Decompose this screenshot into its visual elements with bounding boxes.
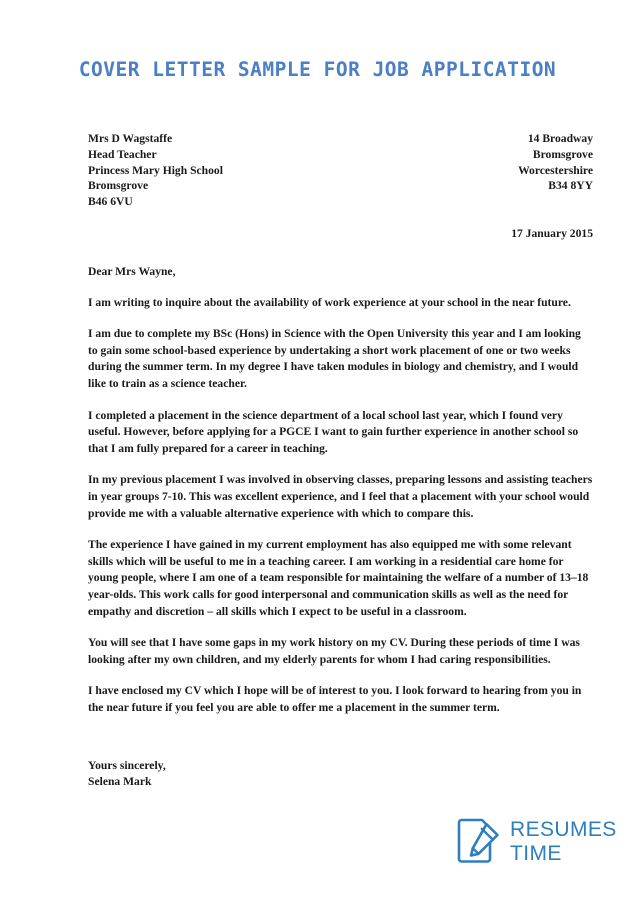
letter-paragraph: You will see that I have some gaps in my work history on my CV. During these periods of time I was looking after my own children, and my elderly parents for whom I had caring responsibilities. <box>88 636 580 666</box>
logo-wordmark <box>510 818 617 866</box>
signature-name: Selena Mark <box>88 775 152 789</box>
salutation: Dear Mrs Wayne, <box>88 264 176 278</box>
letter-paragraph: I am writing to inquire about the availability of work experience at your school in the near future. <box>88 295 571 309</box>
sender-address-line: Worcestershire <box>518 163 593 177</box>
letter-date: 17 January 2015 <box>511 227 593 240</box>
sender-address-line: B34 8YY <box>548 179 593 193</box>
logo-line-2: TIME <box>510 842 562 865</box>
recipient-address <box>88 131 223 210</box>
signoff-block <box>88 758 593 790</box>
recipient-address-line: Mrs D Wagstaffe <box>88 132 173 145</box>
recipient-address-line: B46 6VU <box>88 195 133 209</box>
letter-paragraph: In my previous placement I was involved in observing classes, preparing lessons and assisting teachers in year groups 7-10. This was excellent experience, and I feel that a placement with your school would provide me with a valuable alternative experience with which to compare this. <box>88 473 593 520</box>
letter-paragraph: I have enclosed my CV which I hope will be of interest to you. I look forward to hearing from you in the near future if you feel you are able to offer me a placement in the summer term. <box>88 684 582 714</box>
resumes-time-logo[interactable] <box>456 818 617 866</box>
recipient-address-line: Bromsgrove <box>88 179 149 193</box>
address-block <box>88 131 593 211</box>
letter-paragraph: I am due to complete my BSc (Hons) in Science with the Open University this year and I am looking to gain some school-based experience by undertaking a short work placement of one or two weeks during the summer term. In my degree I have taken modules in biology and chemistry, and I would like to train as a science teacher. <box>88 327 581 390</box>
sender-address-line: Bromsgrove <box>532 147 593 161</box>
closing: Yours sincerely, <box>88 759 166 773</box>
sender-address-line: 14 Broadway <box>527 132 593 145</box>
sender-address <box>518 131 593 194</box>
recipient-address-line: Head Teacher <box>88 147 157 161</box>
letter-paragraph: The experience I have gained in my current employment has also equipped me with some relevant skills which will be useful to me in a teaching career. I am working in a residential care home for young people, where I am one of a team responsible for maintaining the welfare of a number of 13–18 year-olds. This work calls for good interpersonal and communication skills as well as the need for empathy and discretion – all skills which I expect to be useful in a classroom. <box>88 538 589 618</box>
letter-body <box>88 131 593 790</box>
logo-line-1: RESUMES <box>510 818 617 841</box>
document-pencil-icon <box>456 818 501 866</box>
letter-paragraph: I completed a placement in the science department of a local school last year, which I found very useful. However, before applying for a PGCE I want to gain further experience in another school so that I am fully prepared for a career in teaching. <box>88 408 579 455</box>
recipient-address-line: Princess Mary High School <box>88 163 223 177</box>
page-title: COVER LETTER SAMPLE FOR JOB APPLICATION <box>78 58 557 81</box>
